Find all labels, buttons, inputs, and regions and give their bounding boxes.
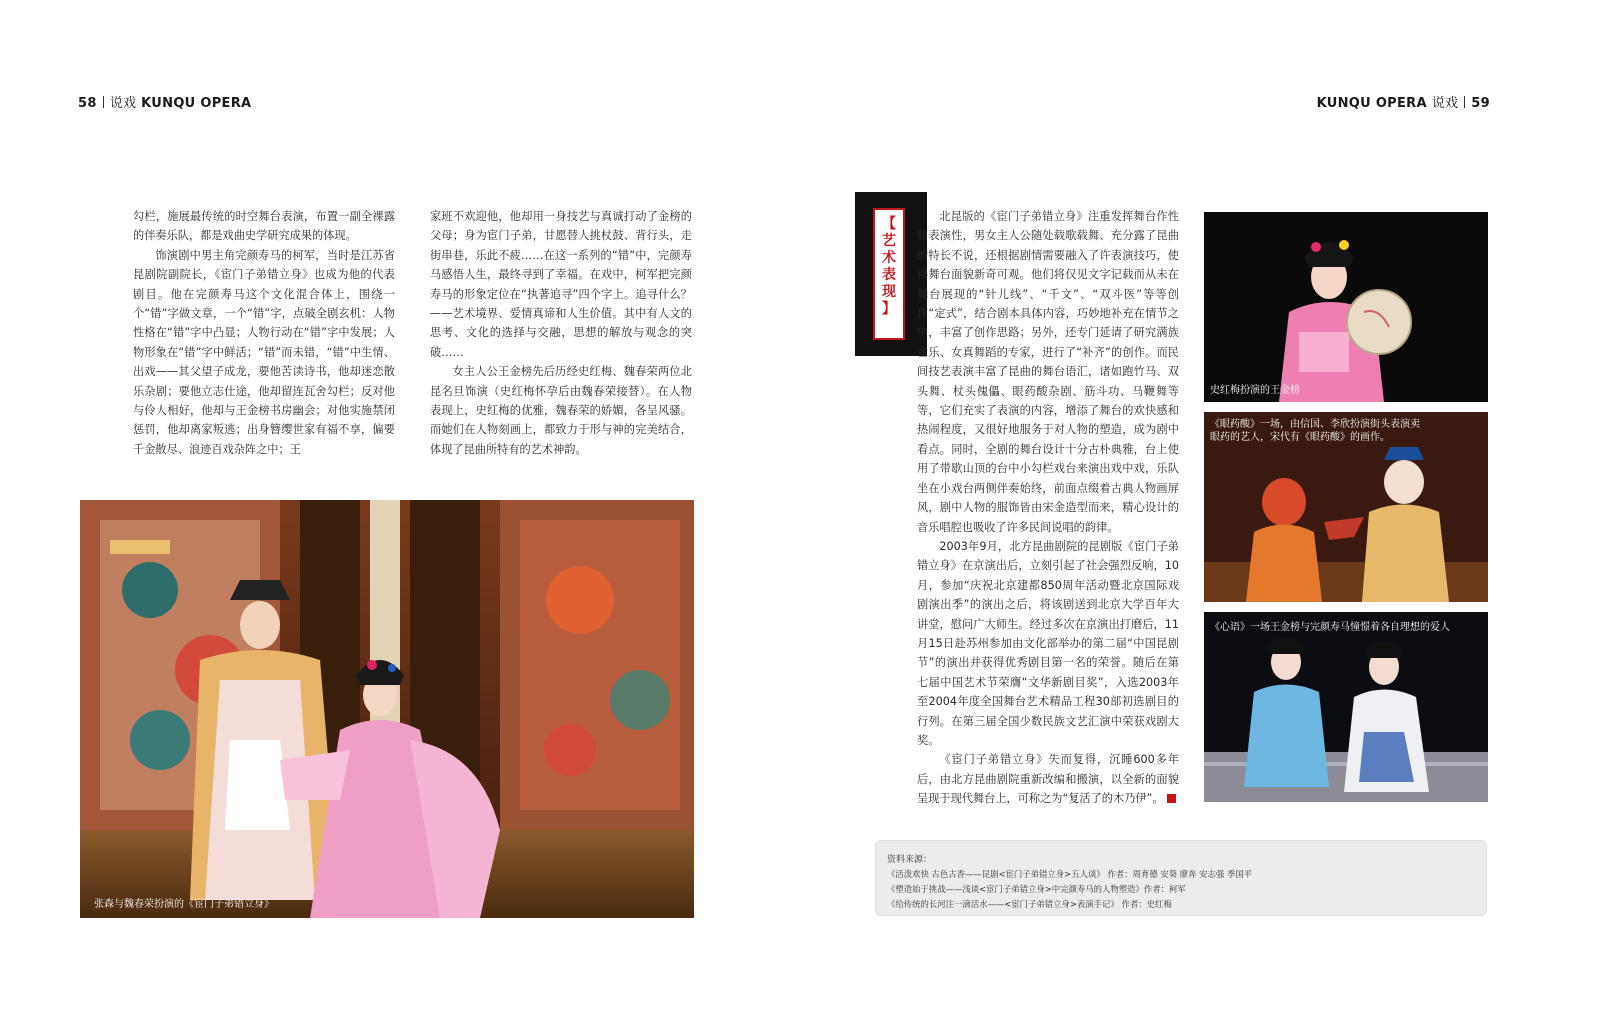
paragraph: 饰演剧中男主角完颜寿马的柯军，当时是江苏省昆剧院副院长，《宦门子弟错立身》也成为他的代表剧目。他在完颜寿马这个文化混合体上，围绕一个“错”字做文章，一个“错”字，点破全剧玄机：人物性格在“错”字中凸显；人物行动在“错”字中发展；人物形象在“错”字中鲜活；“错”而未错，“错”中生情、出戏——其父望子成龙，要他苦读诗书，他却迷恋散乐杂剧；要他立志仕途，他却留连瓦舍勾栏；反对他与伶人相好，他却与王金榜书房幽会；对他实施禁闭惩罚，他却离家叛逃；出身簪缨世家有福不享，偏要千金散尽、浪迹百戏杂阵之中；王 (133, 248, 395, 456)
photo-illustration-3 (1204, 612, 1488, 802)
section-tab-char: 术 (882, 250, 896, 266)
folio-title: KUNQU OPERA (141, 96, 252, 111)
right-folio (1317, 92, 1490, 111)
end-mark (1167, 794, 1176, 803)
section-tab-char: 】 (882, 301, 896, 317)
paragraph: 家班不欢迎他，他却用一身技艺与真诚打动了金榜的父母；身为宦门子弟，甘愿替人挑杖鼓、背行头，走街串巷，乐此不疲……在这一系列的“错”中，完颜寿马感悟人生，最终寻到了幸福。在戏中，柯军把完颜寿马的形象定位在“执著追寻”四个字上。追寻什么？——艺术境界、爱情真谛和人生价值。其中有人文的思考、文化的选择与交融，思想的解放与观念的突破…… (430, 210, 692, 359)
photo-caption: 张森与魏春荣扮演的《宦门子弟错立身》 (94, 899, 274, 910)
section-tab-char: 现 (882, 284, 896, 300)
folio-title: KUNQU OPERA (1316, 96, 1427, 111)
caption-line: 《眼药酸》一场，由信国、李欣扮演街头表演卖 (1210, 419, 1420, 430)
section-tab-frame (873, 208, 905, 340)
photo-xinyu (1204, 612, 1488, 802)
left-folio (78, 92, 251, 111)
paragraph-text: 2003年9月，北方昆曲剧院的昆剧版《宦门子弟错立身》在京演出后，立刻引起了社会强烈反响，10月，参加“庆祝北京建都850周年活动暨北京国际戏剧演出季”的演出之后，将该剧送到北京大学百年大讲堂，慰问广大师生。经过多次在京演出打磨后，11月15日赴苏州参加由文化部举办的第二届“中国昆剧节”的演出并获得优秀剧目第一名的荣誉。随后在第七届中国艺术节荣膺“文华新剧目奖”，入选2003年至2004年度全国舞台艺术精品工程30部初选剧目的行列。在第三届全国少数民族文艺汇演中荣获戏剧大奖。 (917, 539, 1179, 747)
stage-photo-large (80, 500, 694, 918)
source-line: 《活泼欢快 古色古香——昆剧<宦门子弟错立身>五人谈》 作者：周育德 安葵 廖奔 安志强 季国平 (887, 869, 1253, 879)
page-number: 58 (78, 96, 97, 111)
photo-caption: 《心语》一场王金榜与完颜寿马憧憬着各自理想的爱人 (1210, 622, 1450, 633)
sources-title: 资料来源： (887, 855, 933, 865)
paragraph: 女主人公王金榜先后历经史红梅、魏春荣两位北昆名旦饰演（史红梅怀孕后由魏春荣接替）。在人物表现上，史红梅的优雅，魏春荣的娇媚，各呈风骚。而她们在人物刻画上，都致力于形与神的完美结合，体现了昆曲所特有的艺术神韵。 (430, 365, 692, 456)
source-line: 《给传统的长河注一滴活水——<宦门子弟错立身>表演手记》 作者：史红梅 (887, 899, 1172, 909)
folio-section: 说戏 (1431, 96, 1459, 111)
photo-caption (1210, 418, 1420, 444)
left-column-1 (133, 207, 395, 459)
section-tab-label (875, 216, 903, 318)
stage-photo-illustration (80, 500, 694, 918)
paragraph: 勾栏，施展最传统的时空舞台表演，布置一副全裸露的伴奏乐队，都是戏曲史学研究成果的体现。 (133, 210, 395, 243)
page-number: 59 (1471, 96, 1490, 111)
caption-line: 眼药的艺人，宋代有《眼药酸》的画作。 (1210, 432, 1390, 443)
folio-divider (1464, 96, 1465, 108)
paragraph: 北昆版的《宦门子弟错立身》注重发挥舞台作性和表演性，男女主人公随处载歌载舞、充分露了昆曲的特长不说，还根据剧情需要融入了许表演技巧，使得舞台面貌新奇可观。他们将仅见文字记载而从未在舞台展现的“针儿线”、“千文”、“双斗医”等等创作“定式”，结合剧本具体内容，巧妙地补充在情节之中，丰富了创作思路；另外，还专门延请了研究满族音乐、女真舞蹈的专家，进行了“补齐”的创作。而民间技艺表演丰富了昆曲的舞台语汇，诸如跑竹马、双头舞、杖头傀儡、眼药酸杂剧、筋斗功、马鞭舞等等，它们充实了表演的内容，增添了舞台的欢快感和热闹程度，又很好地服务于对人物的塑造，成为剧中看点。同时，全剧的舞台设计十分古朴典雅，台上使用了带歇山顶的台中小勾栏戏台来演出戏中戏，乐队坐在小戏台两侧伴奏始终，前面点缀着古典人物画屏风，剧中人物的服饰皆由宋金造型而来，精心设计的音乐唱腔也吸收了许多民间说唱的韵律。 (917, 210, 1179, 534)
paragraph (917, 750, 1179, 808)
photo-caption: 史红梅扮演的王金榜 (1210, 385, 1300, 396)
photo-yanyaosuan (1204, 412, 1488, 602)
section-tab-char: 表 (882, 267, 896, 283)
section-tab-char: 艺 (882, 233, 896, 249)
sources-box (875, 840, 1487, 916)
folio-divider (103, 96, 104, 108)
left-column-2 (430, 207, 692, 459)
source-line: 《塑造始于挑战——浅谈<宦门子弟错立身>中完颜寿马的人物塑造》作者：柯军 (887, 884, 1186, 894)
paragraph-text: 《宦门子弟错立身》失而复得，沉睡600多年后，由北方昆曲剧院重新改编和搬演，以全新的面貌呈现于现代舞台上，可称之为“复活了的木乃伊”。 (917, 753, 1179, 806)
right-column (917, 207, 1179, 809)
section-tab-char: 【 (882, 216, 896, 232)
photo-wang-jinbang (1204, 212, 1488, 402)
paragraph (917, 537, 1179, 750)
photo-illustration-1 (1204, 212, 1488, 402)
folio-section: 说戏 (109, 96, 137, 111)
